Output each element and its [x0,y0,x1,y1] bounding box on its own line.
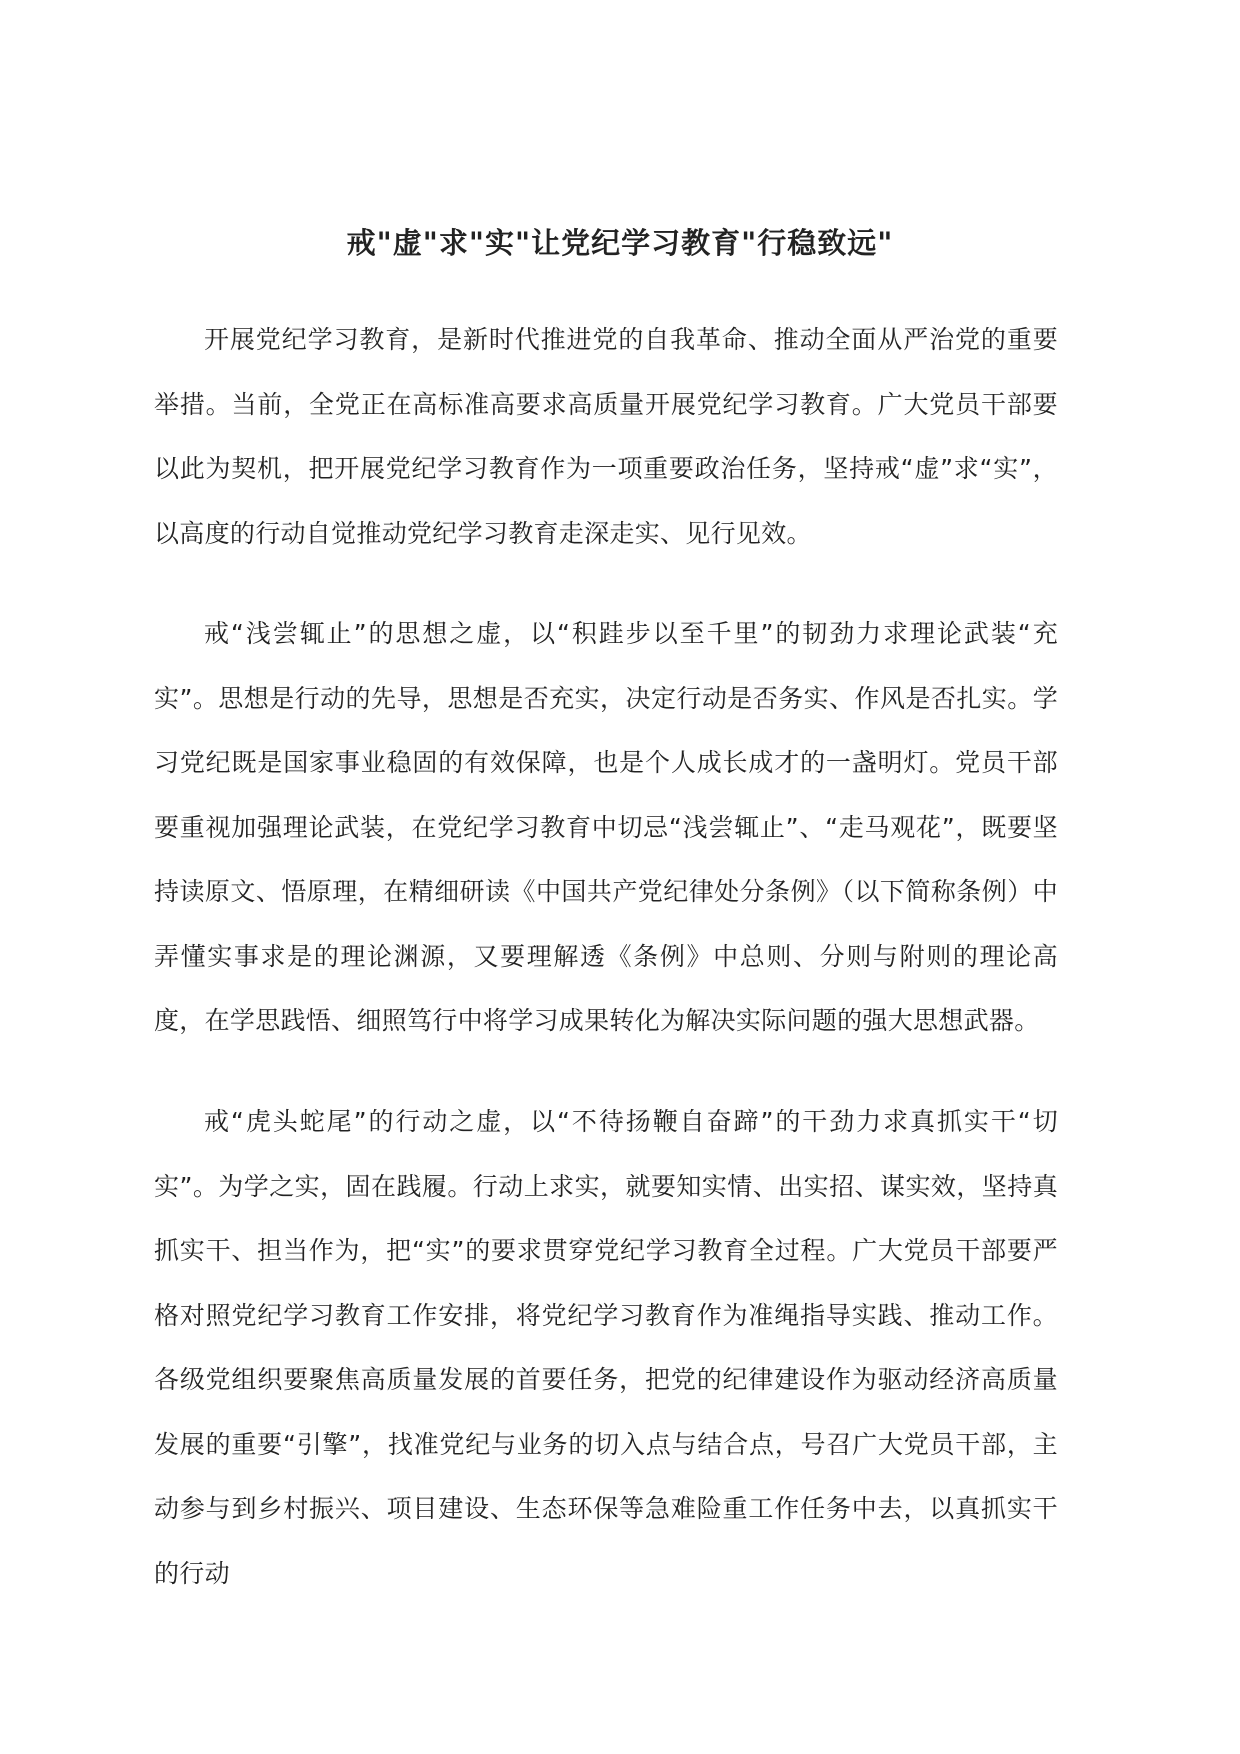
paragraph-action: 戒“虎头蛇尾”的行动之虚，以“不待扬鞭自奋蹄”的干劲力求真抓实干“切实”。为学之实，固在践履。行动上求实，就要知实情、出实招、谋实效，坚持真抓实干、担当作为，把“实”的要求贯穿党纪学习教育全过程。广大党员干部要严格对照党纪学习教育工作安排，将党纪学习教育作为准绳指导实践、推动工作。各级党组织要聚焦高质量发展的首要任务，把党的纪律建设作为驱动经济高质量发展的重要“引擎”，找准党纪与业务的切入点与结合点，号召广大党员干部，主动参与到乡村振兴、项目建设、生态环保等急难险重工作任务中去，以真抓实干的行动 [154,1107,1058,1588]
paragraph-intro: 开展党纪学习教育，是新时代推进党的自我革命、推动全面从严治党的重要举措。当前，全党正在高标准高要求高质量开展党纪学习教育。广大党员干部要以此为契机，把开展党纪学习教育作为一项重要政治任务，坚持戒“虚”求“实”，以高度的行动自觉推动党纪学习教育走深走实、见行见效。 [154,325,1058,548]
paragraph-theory: 戒“浅尝辄止”的思想之虚，以“积跬步以至千里”的韧劲力求理论武装“充实”。思想是行动的先导，思想是否充实，决定行动是否务实、作风是否扎实。学习党纪既是国家事业稳固的有效保障，也是个人成长成才的一盏明灯。党员干部要重视加强理论武装，在党纪学习教育中切忌“浅尝辄止”、“走马观花”，既要坚持读原文、悟原理，在精细研读《中国共产党纪律处分条例》（以下简称条例）中弄懂实事求是的理论渊源，又要理解透《条例》中总则、分则与附则的理论高度，在学思践悟、细照笃行中将学习成果转化为解决实际问题的强大思想武器。 [154,619,1058,1035]
document-title: 戒"虚"求"实"让党纪学习教育"行稳致远" [346,226,894,260]
